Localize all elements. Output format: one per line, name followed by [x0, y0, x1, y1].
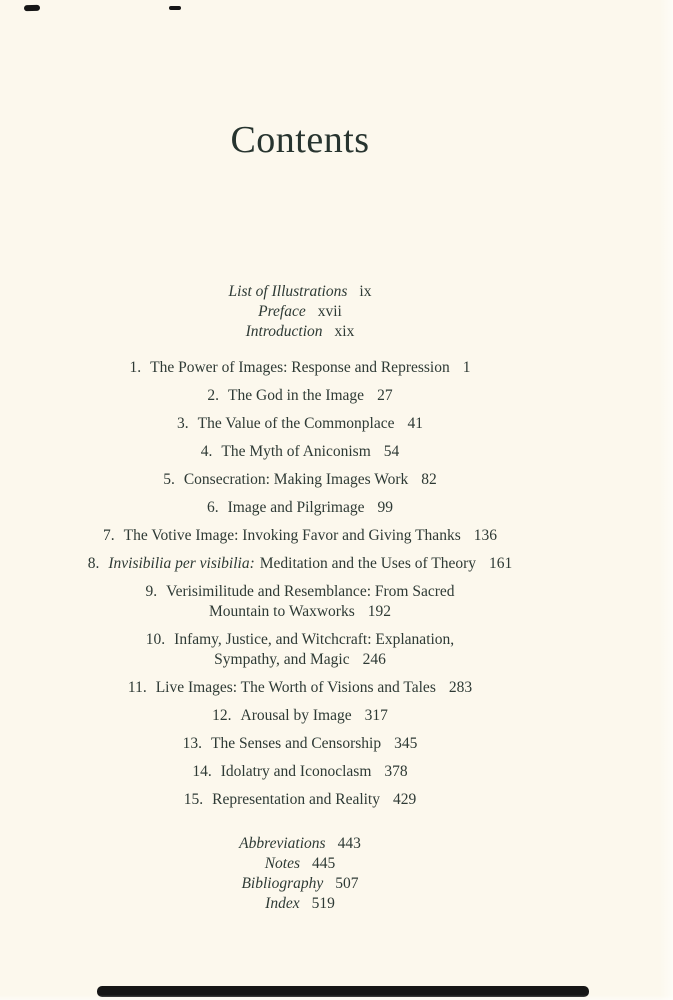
page-number: 283 — [448, 679, 473, 696]
page-number: 507 — [335, 875, 359, 892]
back-matter-entry — [0, 894, 600, 914]
page-number: 378 — [384, 763, 408, 780]
chapter-title: The Value of the Commonplace — [197, 415, 395, 432]
chapter-number: 11. — [127, 679, 147, 696]
chapter-entry — [0, 630, 600, 670]
page-number: 99 — [377, 499, 393, 516]
page-number: 27 — [377, 387, 393, 404]
chapter-entry — [0, 470, 600, 490]
chapter-entry — [0, 414, 600, 434]
chapter-title: Meditation and the Uses of Theory — [259, 555, 476, 572]
page-number: 445 — [312, 855, 336, 872]
chapter-title: The Power of Images: Response and Repression — [150, 359, 450, 376]
page-number: 1 — [462, 359, 471, 376]
chapter-entry — [0, 790, 600, 810]
chapter-entry — [0, 734, 600, 754]
chapter-number: 15. — [183, 791, 204, 808]
page-number: xvii — [317, 303, 342, 320]
chapter-title: Idolatry and Iconoclasm — [220, 763, 372, 780]
back-matter-entry — [0, 874, 600, 894]
page-number: 443 — [337, 835, 361, 852]
chapter-number: 13. — [182, 735, 203, 752]
chapter-title: The God in the Image — [228, 387, 365, 404]
back-matter-entry — [0, 854, 600, 874]
chapter-entry — [0, 526, 600, 546]
page-number: ix — [359, 283, 372, 300]
chapter-title: Representation and Reality — [212, 791, 380, 808]
page-edge-right — [659, 0, 673, 1000]
page-number: 82 — [421, 471, 437, 488]
chapter-entry — [0, 582, 600, 622]
scan-artifact-top-left — [24, 5, 40, 12]
chapter-entry — [0, 762, 600, 782]
chapter-entry — [0, 386, 600, 406]
chapter-entry — [0, 554, 600, 574]
chapter-list — [0, 358, 600, 818]
chapter-title: The Myth of Aniconism — [221, 443, 371, 460]
page-number: 41 — [407, 415, 423, 432]
front-matter-entry — [0, 322, 600, 342]
back-matter — [0, 834, 600, 914]
chapter-title-latin: Invisibilia per visibilia: — [108, 555, 255, 572]
front-matter — [0, 282, 600, 342]
chapter-number: 2. — [207, 387, 220, 404]
scan-artifact-bottom-bar — [97, 986, 589, 997]
chapter-title-line — [0, 650, 600, 670]
chapter-title-line — [0, 602, 600, 622]
front-matter-label: Preface — [258, 303, 306, 320]
chapter-entry — [0, 358, 600, 378]
back-matter-label: Bibliography — [241, 875, 324, 892]
chapter-title: Verisimilitude and Resemblance: From Sacred — [166, 583, 455, 600]
chapter-title: Live Images: The Worth of Visions and Tales — [155, 679, 436, 696]
chapter-entry — [0, 706, 600, 726]
chapter-number: 6. — [207, 499, 219, 516]
page-number: 161 — [489, 555, 513, 572]
back-matter-label: Abbreviations — [239, 835, 326, 852]
page-number: 192 — [367, 603, 391, 620]
chapter-title-line — [0, 630, 600, 650]
chapter-title: Image and Pilgrimage — [227, 499, 365, 516]
page-number: 345 — [394, 735, 418, 752]
chapter-number: 1. — [129, 359, 142, 376]
page-number: 317 — [364, 707, 388, 724]
front-matter-entry — [0, 282, 600, 302]
chapter-number: 14. — [192, 763, 212, 780]
chapter-title: The Senses and Censorship — [211, 735, 382, 752]
chapter-number: 12. — [212, 707, 232, 724]
chapter-title: Arousal by Image — [240, 707, 352, 724]
chapter-number: 10. — [145, 631, 166, 648]
chapter-number: 5. — [163, 471, 175, 488]
page-number: 246 — [362, 651, 386, 668]
page-title: Contents — [230, 119, 370, 161]
page-number: xix — [334, 323, 355, 340]
page-number: 136 — [473, 527, 497, 544]
front-matter-label: List of Illustrations — [228, 283, 348, 300]
chapter-title: Consecration: Making Images Work — [183, 471, 409, 488]
chapter-title-continued: Mountain to Waxworks — [209, 603, 355, 620]
chapter-title-line — [0, 582, 600, 602]
back-matter-label: Index — [265, 895, 300, 912]
front-matter-entry — [0, 302, 600, 322]
chapter-number: 3. — [177, 415, 189, 432]
chapter-entry — [0, 498, 600, 518]
front-matter-label: Introduction — [245, 323, 323, 340]
back-matter-label: Notes — [264, 855, 301, 872]
chapter-entry — [0, 442, 600, 462]
scan-artifact-top-mid — [169, 6, 181, 10]
back-matter-entry — [0, 834, 600, 854]
chapter-number: 4. — [200, 443, 213, 460]
page-number: 429 — [393, 791, 417, 808]
chapter-number: 8. — [87, 555, 100, 572]
chapter-title: Infamy, Justice, and Witchcraft: Explanation, — [174, 631, 455, 648]
chapter-title: The Votive Image: Invoking Favor and Giving Thanks — [123, 527, 461, 544]
chapter-title-continued: Sympathy, and Magic — [214, 651, 350, 668]
chapter-number: 7. — [103, 527, 115, 544]
page-number: 519 — [311, 895, 335, 912]
page-number: 54 — [383, 443, 400, 460]
chapter-number: 9. — [145, 583, 158, 600]
chapter-entry — [0, 678, 600, 698]
